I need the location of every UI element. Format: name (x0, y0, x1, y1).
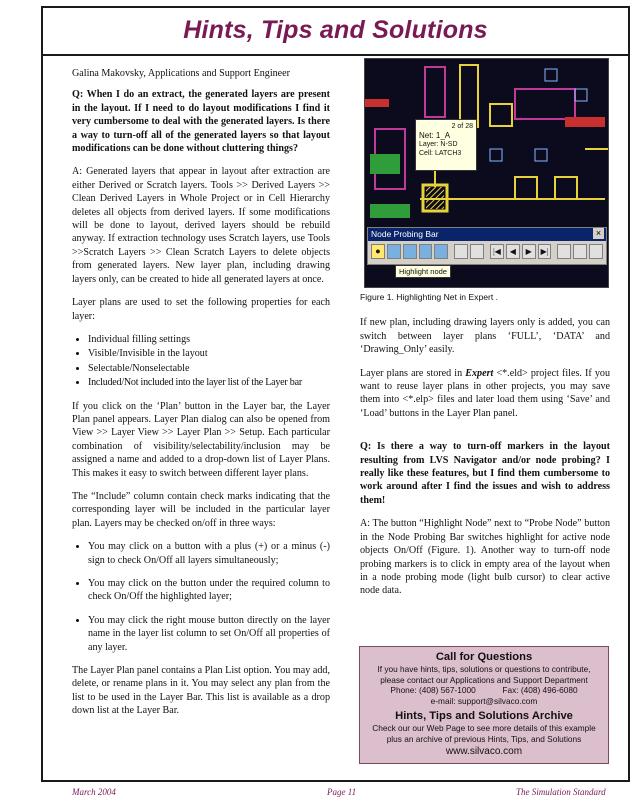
properties-list (72, 333, 330, 390)
ways-list (72, 540, 330, 654)
email-link[interactable]: e-mail: support@silvaco.com (430, 695, 538, 706)
previous-icon[interactable]: ◀ (506, 244, 520, 259)
list-item: • Visible/Invisible in the layout (88, 347, 330, 360)
call-line-2: please contact our Applications and Support Department (380, 674, 588, 685)
last-icon[interactable]: ▶| (538, 244, 552, 259)
footer-page: Page 11 (327, 787, 357, 797)
toolbar-buttons (368, 241, 606, 262)
paragraph-include: The “Include” column contain check marks indicating that the corresponding layer will be included in the particular layer plan. Layers may be checked on/off in three ways: (72, 490, 330, 529)
stored-text-c: <*.eld> project files. If you want to reuse layer plans in other projects, you may save them into <*.elp> files and later load them using ‘Save’ and ‘Load’ buttons in the Layer Plan panel. (360, 367, 610, 419)
tooltip-cell: Cell: LATCH3 (419, 150, 462, 157)
fax-number: Fax: (408) 496-6080 (502, 685, 578, 696)
call-line-1: If you have hints, tips, solutions or questions to contribute, (377, 664, 591, 674)
footer-publication: The Simulation Standard (516, 787, 606, 797)
right-column (360, 36, 610, 608)
paragraph-plan-button: If you click on the ‘Plan’ button in the Layer bar, the Layer Plan panel appears. Layer Plan dialog can also be opened from View >> Layer View >> Layer Plan >> Setup. Each particular combination of visibility/selectability/inclusion may be assigned a name and added to a drop-down list of Layer Plans. This makes it easy to switch between different layer plans. (72, 400, 330, 479)
paragraph-stored (360, 367, 610, 421)
answer-2: A: The button “Highlight Node” next to “Probe Node” button in the Node Probing Bar switches highlight for active node objects On/Off (Figure. 1). Another way to turn-off node probing markers is to click in empty area of the layout when in a node probing mode (light bulb cursor) to clear active node data. (360, 518, 610, 597)
toolbar-titlebar (368, 228, 606, 241)
question-1: Q: When I do an extract, the generated layers are present in the layout. If I need to do layout modifications I find it very cumbersome to deal with the generated layers. Is there a way to turn-off all of the generated layers so that layout modifications can be done without cluttering things? (72, 89, 330, 155)
zoom-icon[interactable] (573, 244, 587, 259)
select-icon[interactable] (557, 244, 571, 259)
contact-phones (360, 685, 608, 696)
stored-text-a: Layer plans are stored in (360, 367, 466, 379)
list-item: • You may click on a button with a plus (+) or a minus (-) sign to check On/Off all layers simultaneously; (88, 540, 330, 567)
left-column (72, 67, 330, 728)
highlight-node-icon[interactable] (403, 244, 417, 259)
tooltip-count: 2 of 28 (451, 123, 473, 130)
author-line: Galina Makovsky, Applications and Support Engineer (72, 68, 291, 79)
node-probing-bar (367, 227, 607, 265)
split-icon[interactable] (470, 244, 484, 259)
stored-expert: Expert (465, 367, 494, 379)
toolbar-tooltip: Highlight node (395, 265, 451, 278)
figure-caption: Figure 1. Highlighting Net in Expert . (360, 292, 499, 302)
list-item: • Selectable/Nonselectable (88, 362, 330, 375)
figure-layout-screenshot (364, 58, 609, 288)
tree-icon[interactable] (454, 244, 468, 259)
page-title: Hints, Tips and Solutions (183, 16, 488, 44)
first-icon[interactable]: |◀ (490, 244, 504, 259)
question-2: Q: Is there a way to turn-off markers in the layout resulting from LVS Navigator and/or node probing? I really like these features, but I find them cumbersome to work around after I find the issues and wish to address them! (360, 441, 610, 506)
list-item: • You may click the right mouse button directly on the layer name in the layer list column to set On/Off all properties of any layer. (88, 614, 330, 654)
list-item: • Included/Not included into the layer list of the Layer bar (88, 376, 330, 389)
paragraph-plan-list: The Layer Plan panel contains a Plan List option. You may add, delete, or rename plans in it. You may select any plan from the list to be used in the Layer Bar. This list is available as a drop down list at the Layer Bar. (72, 665, 330, 717)
probe-net-icon[interactable] (419, 244, 433, 259)
call-for-questions-box (359, 646, 609, 764)
paragraph-new-plan: If new plan, including drawing layers only is added, you can switch between layer plans ‘FULL’, ‘DATA’ and ‘Drawing_Only’ easily. (360, 317, 610, 356)
paragraph-properties: Layer plans are used to set the following properties for each layer: (72, 297, 330, 322)
phone-number: Phone: (408) 567-1000 (390, 685, 476, 696)
website-link[interactable]: www.silvaco.com (445, 745, 523, 757)
list-item: • You may click on the button under the required column to check On/Off the highlighted layer; (88, 577, 330, 604)
archive-heading: Hints, Tips and Solutions Archive (395, 710, 573, 723)
answer-1: A: Generated layers that appear in layout after extraction are either Derived or Scratch layers. Tools >> Derived Layers >> Clean Derived Layers in Whole Project or in Cell Hierarchy deletes all objects from derived layers. If some modifications will be done to layout, derived layers should be rebuild anyway. If extraction technology uses Scratch layers, use Tools >>Scratch Layers >> Clean Scratch Layers to delete objects from generated layers. New layer plan, including drawing layers only, can be created to hide all generated layers at once. (72, 166, 330, 285)
node-tooltip (415, 119, 477, 171)
tooltip-net: Net: 1_A (419, 131, 451, 140)
probe-cell-icon[interactable] (434, 244, 448, 259)
footer-date: March 2004 (72, 787, 116, 797)
light-bulb-icon[interactable]: ● (371, 244, 385, 259)
probe-node-icon[interactable] (387, 244, 401, 259)
archive-line-2: plus an archive of previous Hints, Tips, and Solutions (386, 733, 582, 744)
next-icon[interactable]: ▶ (522, 244, 536, 259)
close-icon[interactable]: × (593, 228, 604, 239)
tooltip-layer: Layer: N-SD (419, 141, 458, 148)
toolbar-title: Node Probing Bar (371, 229, 439, 239)
archive-line-1: Check our our Web Page to see more details of this example (372, 723, 596, 734)
call-heading: Call for Questions (435, 651, 533, 663)
list-item: • Individual filling settings (88, 333, 330, 346)
fit-icon[interactable] (589, 244, 603, 259)
